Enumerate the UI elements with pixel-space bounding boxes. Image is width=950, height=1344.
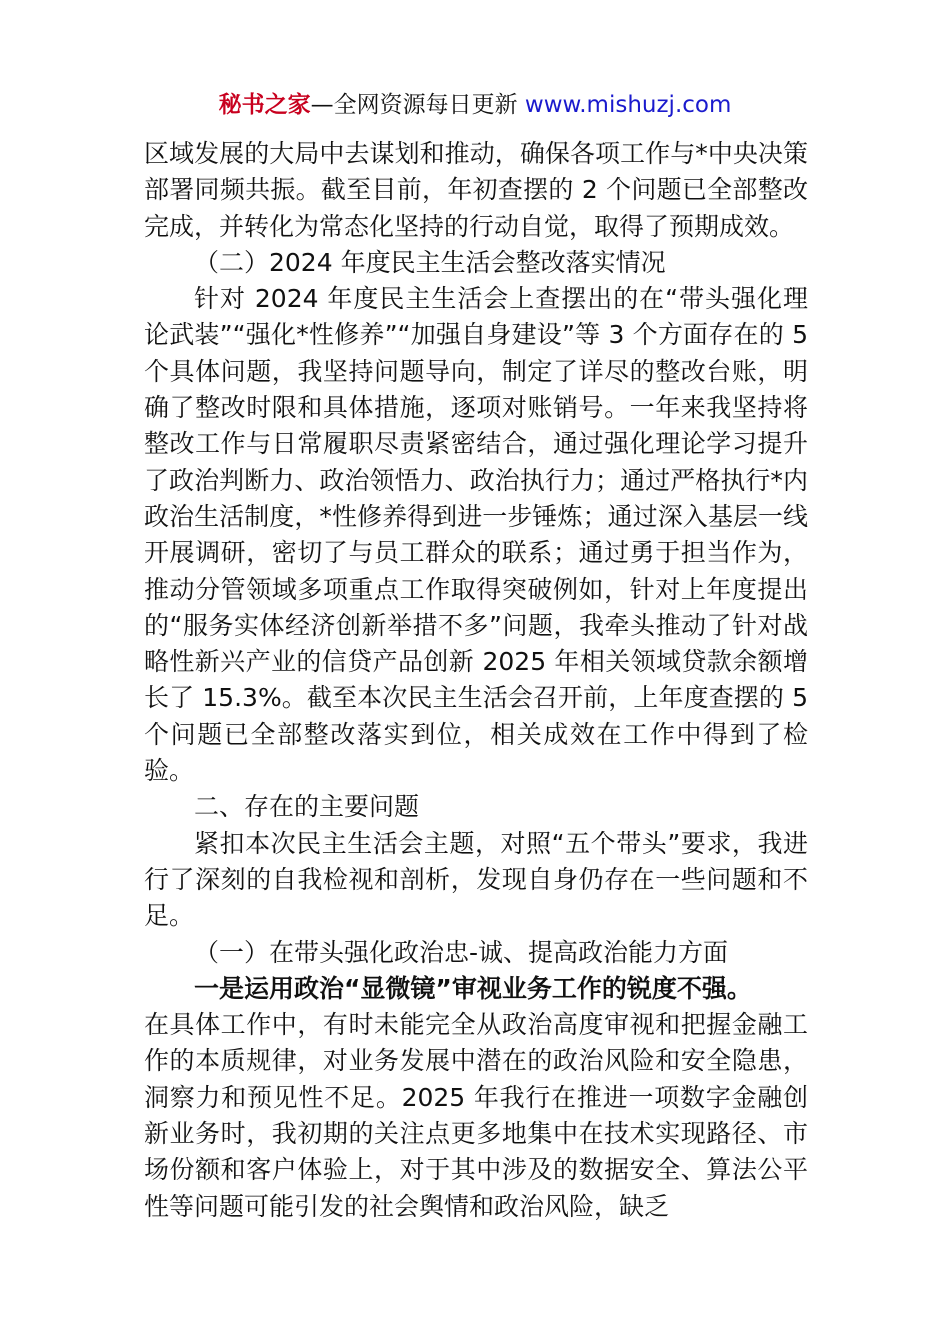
- site-slogan: —全网资源每日更新: [310, 92, 525, 118]
- paragraph-rectification-detail: 针对 2024 年度民主生活会上查摆出的在“带头强化理论武装”“强化*性修养”“加强自身建设”等 3 个方面存在的 5 个具体问题，我坚持问题导向，制定了详尽的整改台账，明确了整改时限和具体措施，逐项对账销号。一年来我坚持将整改工作与日常履职尽责紧密结合，通过强化理论学习提升了政治判断力、政治领悟力、政治执行力；通过严格执行*内政治生活制度，*性修养得到进一步锤炼；通过深入基层一线开展调研，密切了与员工群众的联系；通过勇于担当作为，推动分管领域多项重点工作取得突破例如，针对上年度提出的“服务实体经济创新举措不多”问题，我牵头推动了针对战略性新兴产业的信贷产品创新 2025 年相关领域贷款余额增长了 15.3%。截至本次民主生活会召开前，上年度查摆的 5 个问题已全部整改落实到位，相关成效在工作中得到了检验。: [144, 284, 808, 786]
- subsection-heading-political-loyalty: （一）在带头强化政治忠-诚、提高政治能力方面: [194, 937, 729, 967]
- bold-point-heading: 一是运用政治“显微镜”审视业务工作的锐度不强。: [194, 973, 752, 1003]
- section-heading-2024-rectification: （二）2024 年度民主生活会整改落实情况: [194, 247, 666, 277]
- paragraph-continuation: 区域发展的大局中去谋划和推动，确保各项工作与*中央决策部署同频共振。截至目前，年初查摆的 2 个问题已全部整改完成，并转化为常态化坚持的行动自觉，取得了预期成效。: [144, 139, 808, 241]
- site-header: [0, 88, 950, 122]
- paragraph-self-examination: 紧扣本次民主生活会主题，对照“五个带头”要求，我进行了深刻的自我检视和剖析，发现自身仍存在一些问题和不足。: [144, 828, 808, 931]
- site-url-link[interactable]: www.mishuzj.com: [524, 92, 732, 118]
- document-body: [144, 136, 808, 1225]
- section-heading-main-problems: 二、存在的主要问题: [194, 792, 420, 822]
- paragraph-problem-detail: 在具体工作中，有时未能完全从政治高度审视和把握金融工作的本质规律，对业务发展中潜在的政治风险和安全隐患，洞察力和预见性不足。2025 年我行在推进一项数字金融创新业务时，我初期的关注点更多地集中在技术实现路径、市场份额和客户体验上，对于其中涉及的数据安全、算法公平性等问题可能引发的社会舆情和政治风险，缺乏: [144, 1010, 808, 1221]
- site-name: 秘书之家: [218, 92, 311, 118]
